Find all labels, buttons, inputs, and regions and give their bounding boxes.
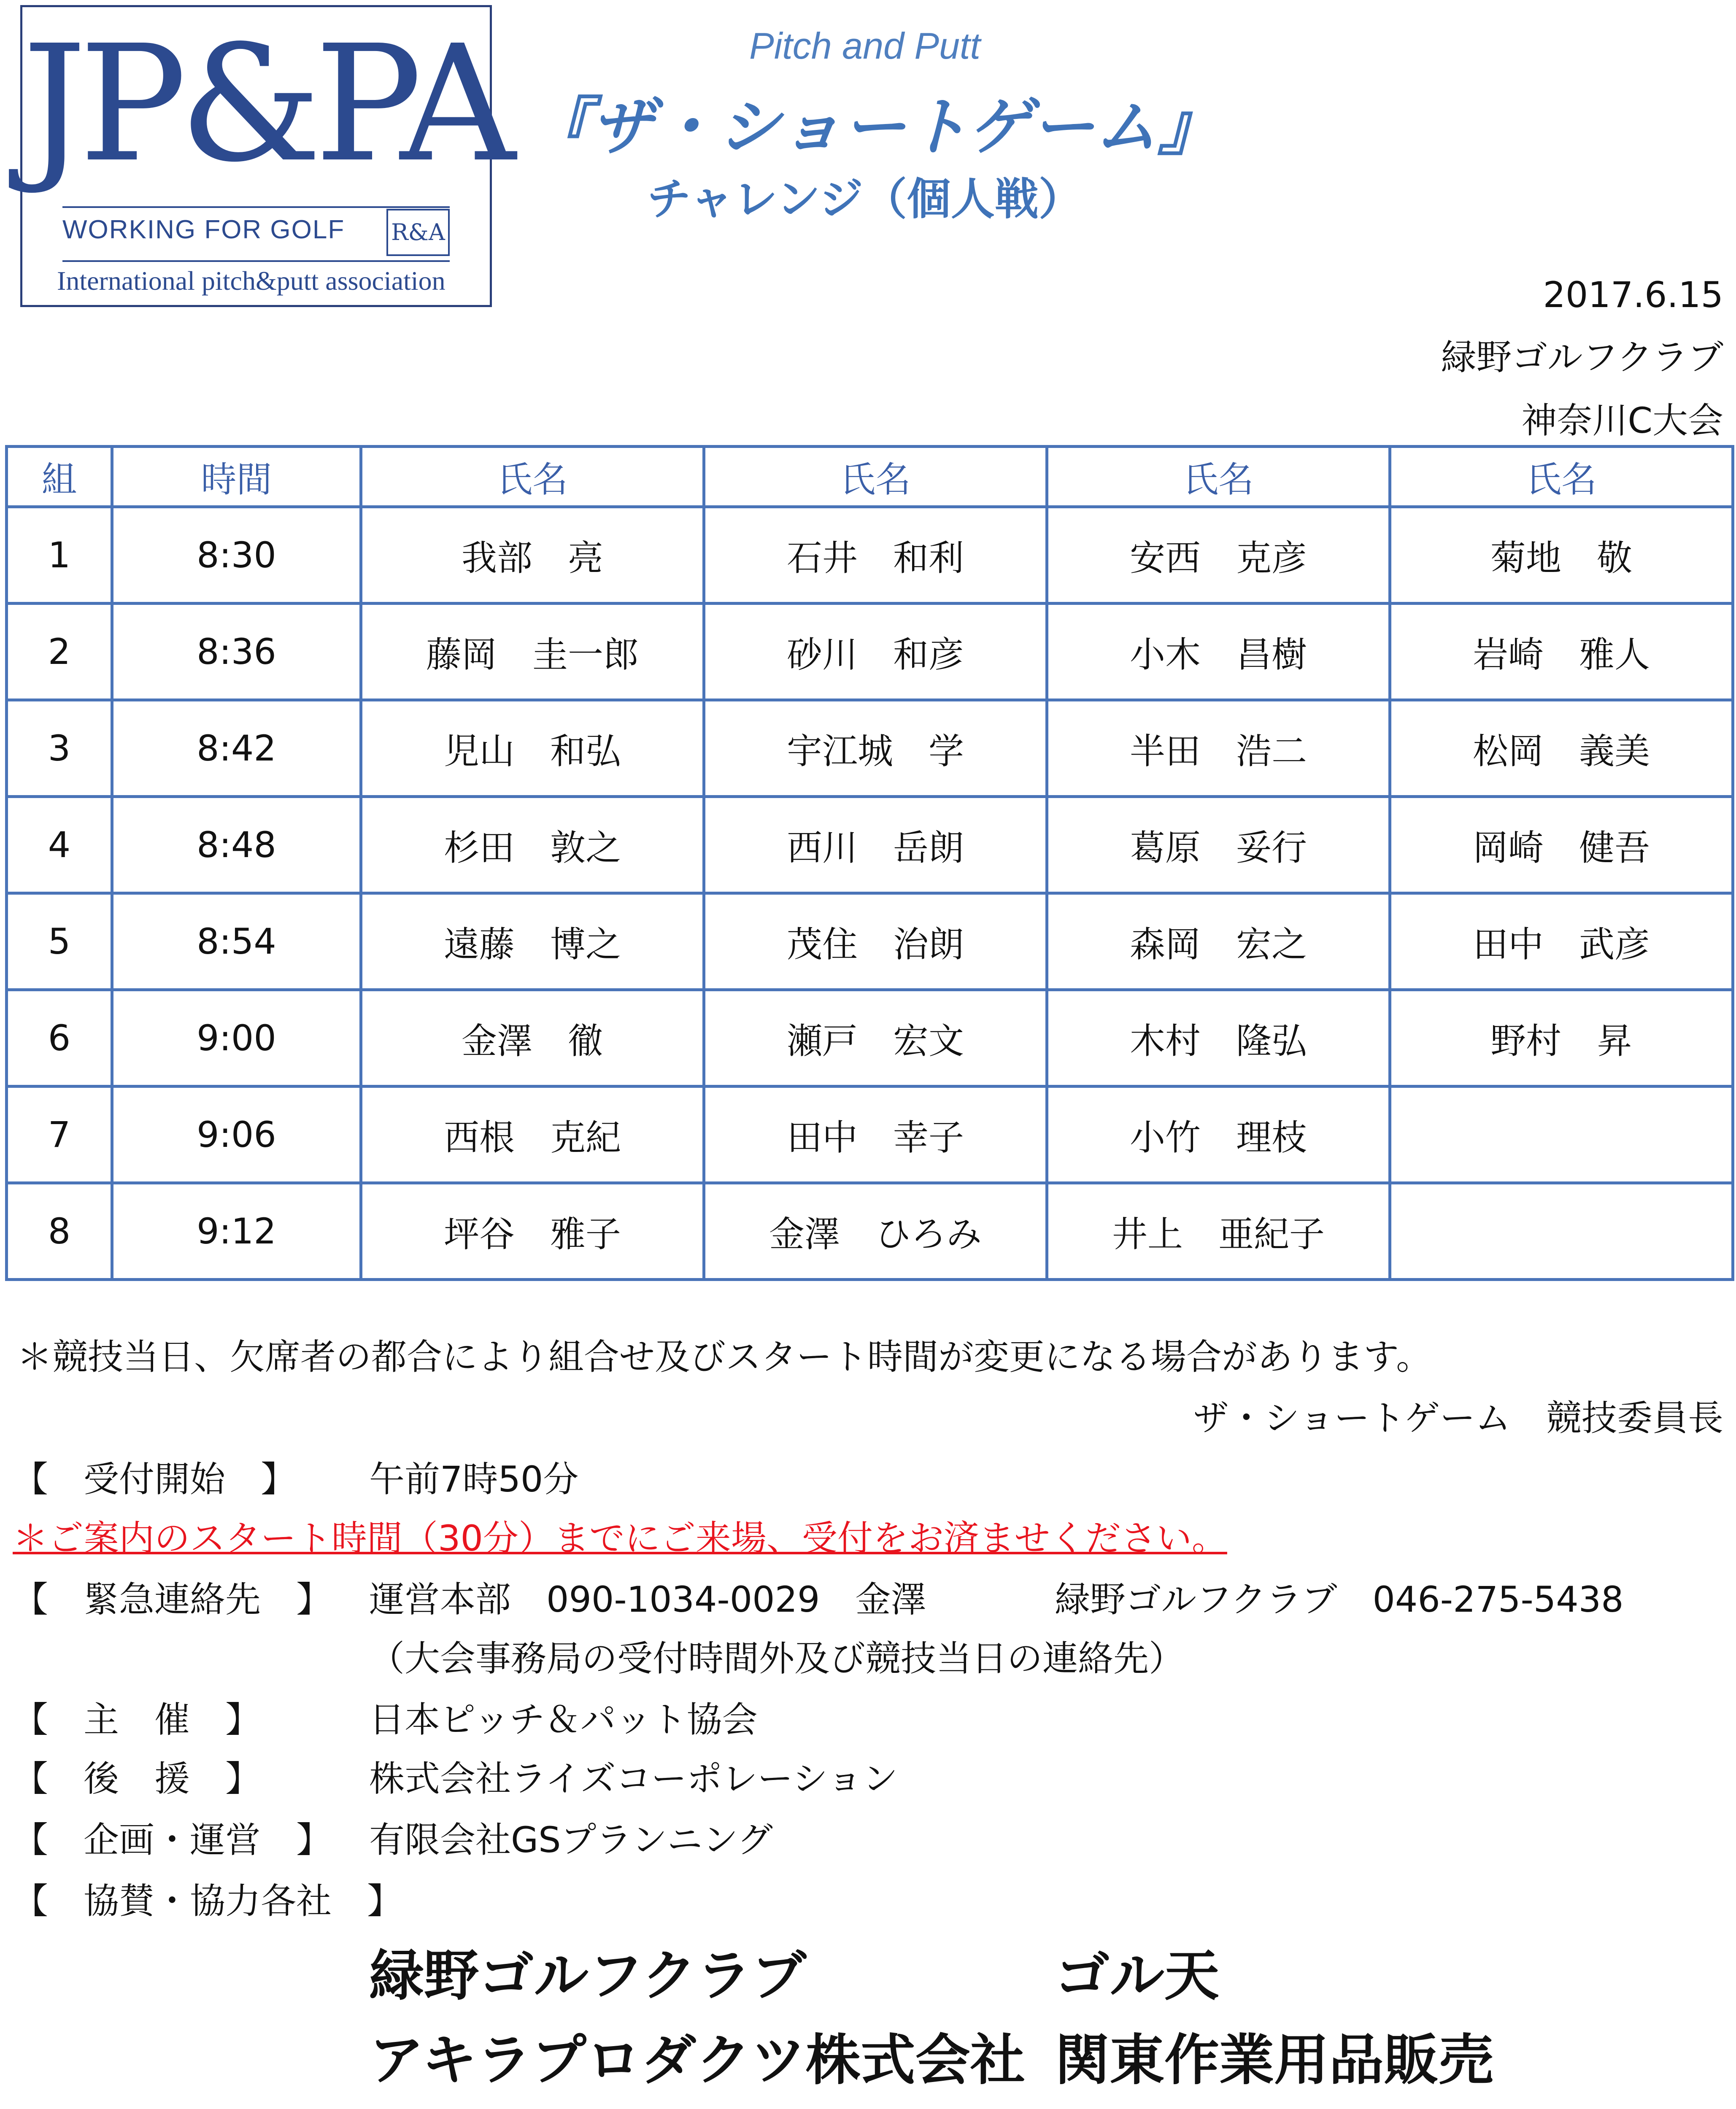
group-number: 3: [7, 700, 112, 797]
player-name: 瀬戸 宏文: [704, 990, 1047, 1087]
player-name: 藤岡 圭一郎: [361, 604, 704, 700]
table-row: [7, 507, 1733, 604]
logo-rule: [62, 206, 450, 208]
tee-time: 8:30: [112, 507, 361, 604]
table-header-row: [7, 447, 1733, 507]
page-subtitle: チャレンジ（個人戦）: [647, 173, 1083, 225]
player-name: 宇江城 学: [704, 700, 1047, 797]
tee-time: 8:42: [112, 700, 361, 797]
table-row: [7, 990, 1733, 1087]
logo-association: International pitch&putt association: [57, 266, 445, 296]
player-name: 菊地 敬: [1390, 507, 1733, 604]
logo-rule: [62, 260, 450, 262]
player-name: 田中 幸子: [704, 1087, 1047, 1183]
tee-time: 9:06: [112, 1087, 361, 1183]
header-name: 氏名: [1047, 447, 1390, 507]
player-name: 半田 浩二: [1047, 700, 1390, 797]
player-name: 松岡 義美: [1390, 700, 1733, 797]
player-name: 葛原 妥行: [1047, 797, 1390, 893]
player-name: 石井 和利: [704, 507, 1047, 604]
player-name: 茂住 治朗: [704, 893, 1047, 990]
tee-time: 9:12: [112, 1183, 361, 1280]
tee-time: 8:54: [112, 893, 361, 990]
header-time: 時間: [112, 447, 361, 507]
group-number: 7: [7, 1087, 112, 1183]
player-name: 小竹 理枝: [1047, 1087, 1390, 1183]
title-pitch-and-putt: Pitch and Putt: [749, 25, 980, 67]
player-name: 岡崎 健吾: [1390, 797, 1733, 893]
event-date: 2017.6.15: [1543, 274, 1723, 316]
schedule-change-note: ＊競技当日、欠席者の都合により組合せ及びスタート時間が変更になる場合があります。: [17, 1336, 1432, 1378]
player-name: 野村 昇: [1390, 990, 1733, 1087]
arrival-warning: ＊ご案内のスタート時間（30分）までにご来場、受付をお済ませください。: [13, 1518, 1227, 1559]
reception-label: 【 受付開始 】: [13, 1459, 297, 1500]
player-name: 西川 岳朗: [704, 797, 1047, 893]
table-row: [7, 893, 1733, 990]
page-title: 『ザ・ショートゲーム』: [527, 91, 1221, 164]
group-number: 5: [7, 893, 112, 990]
group-number: 8: [7, 1183, 112, 1280]
support-label: 【 後 援 】: [13, 1758, 261, 1799]
header-name: 氏名: [1390, 447, 1733, 507]
jppa-logo: [20, 5, 508, 307]
sponsor-name: 関東作業用品販売: [1055, 2028, 1494, 2092]
reception-time: 午前7時50分: [369, 1459, 579, 1500]
sponsor-name: [369, 2101, 753, 2109]
sponsor-name: 緑野ゴルフクラブ: [369, 1944, 807, 2008]
group-number: 6: [7, 990, 112, 1087]
club-contact: 緑野ゴルフクラブ 046-275-5438: [1055, 1579, 1624, 1620]
player-name: 遠藤 博之: [361, 893, 704, 990]
player-name: 我部 亮: [361, 507, 704, 604]
table-row: [7, 797, 1733, 893]
table-row: [7, 1087, 1733, 1183]
player-name: 森岡 宏之: [1047, 893, 1390, 990]
group-number: 1: [7, 507, 112, 604]
player-name: [1390, 1183, 1733, 1280]
committee-chair: ザ・ショートゲーム 競技委員長: [1193, 1397, 1723, 1439]
tee-time: 8:36: [112, 604, 361, 700]
player-name: 金澤 ひろみ: [704, 1183, 1047, 1280]
player-name: 安西 克彦: [1047, 507, 1390, 604]
host-label: 【 主 催 】: [13, 1699, 261, 1740]
logo-badge: R&A: [386, 209, 450, 256]
player-name: 児山 和弘: [361, 700, 704, 797]
sponsors-label: 【 協賛・協力各社 】: [13, 1880, 403, 1922]
plan-label: 【 企画・運営 】: [13, 1819, 332, 1861]
sponsor-name: アキラプロダクツ株式会社: [369, 2028, 1025, 2092]
header-group: 組: [7, 447, 112, 507]
group-number: 4: [7, 797, 112, 893]
group-number: 2: [7, 604, 112, 700]
emergency-note: （大会事務局の受付時間外及び競技当日の連絡先）: [369, 1638, 1185, 1679]
player-name: 砂川 和彦: [704, 604, 1047, 700]
logo-tagline: WORKING FOR GOLF: [62, 215, 345, 244]
event-name: 神奈川C大会: [1521, 400, 1723, 441]
table-row: [7, 1183, 1733, 1280]
player-name: 田中 武彦: [1390, 893, 1733, 990]
sponsor-name: [1055, 2101, 1274, 2109]
sponsor-name: ゴル天: [1055, 1944, 1220, 2008]
support-value: 株式会社ライズコーポレーション: [369, 1758, 898, 1799]
player-name: 岩崎 雅人: [1390, 604, 1733, 700]
player-name: 小木 昌樹: [1047, 604, 1390, 700]
plan-value: 有限会社GSプランニング: [369, 1819, 773, 1861]
player-name: 金澤 徹: [361, 990, 704, 1087]
player-name: 井上 亜紀子: [1047, 1183, 1390, 1280]
logo-mark: JP&PA: [22, 11, 508, 197]
table-row: [7, 700, 1733, 797]
header-name: 氏名: [361, 447, 704, 507]
player-name: 西根 克紀: [361, 1087, 704, 1183]
header-name: 氏名: [704, 447, 1047, 507]
emergency-contact: 運営本部 090-1034-0029 金澤: [369, 1579, 926, 1620]
pairings-table: [5, 445, 1734, 1281]
tee-time: 8:48: [112, 797, 361, 893]
player-name: 木村 隆弘: [1047, 990, 1390, 1087]
emergency-label: 【 緊急連絡先 】: [13, 1579, 332, 1620]
event-club: 緑野ゴルフクラブ: [1441, 337, 1723, 378]
player-name: [1390, 1087, 1733, 1183]
table-row: [7, 604, 1733, 700]
player-name: 坪谷 雅子: [361, 1183, 704, 1280]
host-value: 日本ピッチ＆パット協会: [369, 1699, 758, 1740]
tee-time: 9:00: [112, 990, 361, 1087]
player-name: 杉田 敦之: [361, 797, 704, 893]
